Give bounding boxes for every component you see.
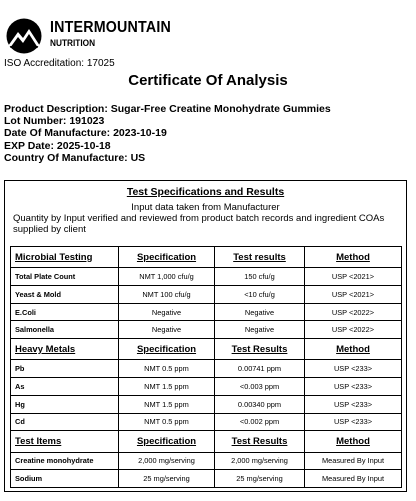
company-title: INTERMOUNTAIN (50, 19, 171, 36)
table-row (11, 470, 402, 488)
method: USP <2021> (305, 285, 402, 303)
section-header-microbial (11, 247, 402, 268)
method: USP <2022> (305, 303, 402, 321)
page-title: Certificate Of Analysis (128, 72, 288, 89)
method: USP <2021> (305, 268, 402, 286)
test-name: Salmonella (11, 321, 119, 339)
section-header-test-items (11, 431, 402, 452)
results-table (10, 246, 402, 488)
header-cell: Method (305, 247, 402, 268)
specification: NMT 0.5 ppm (119, 413, 215, 431)
section-header-heavy-metals (11, 339, 402, 360)
country-of-manufacture: Country Of Manufacture: US (4, 151, 146, 164)
method: USP <2022> (305, 321, 402, 339)
method: USP <233> (305, 395, 402, 413)
test-name: Yeast & Mold (11, 285, 119, 303)
method: Measured By Input (305, 452, 402, 470)
table-row (11, 452, 402, 470)
test-name: Creatine monohydrate (11, 452, 119, 470)
specs-note-verification: Quantity by Input verified and reviewed from product batch records and ingredient COAs supplied by client (13, 213, 385, 235)
specification: 25 mg/serving (119, 470, 215, 488)
specification: NMT 1.5 ppm (119, 395, 215, 413)
specification: NMT 1.5 ppm (119, 378, 215, 396)
header-cell: Test Results (215, 339, 305, 360)
table-row (11, 360, 402, 378)
method: USP <233> (305, 413, 402, 431)
table-row (11, 378, 402, 396)
specification: NMT 100 cfu/g (119, 285, 215, 303)
company-name (50, 20, 181, 48)
method: USP <233> (305, 378, 402, 396)
product-description: Product Description: Sugar-Free Creatine Monohydrate Gummies (4, 103, 331, 115)
lot-number: Lot Number: 191023 (4, 115, 105, 128)
product-info (4, 103, 331, 164)
test-result: Negative (215, 321, 305, 339)
header-cell: Method (305, 431, 402, 452)
table-row (11, 395, 402, 413)
table-row (11, 303, 402, 321)
header-cell: Method (305, 339, 402, 360)
test-result: 0.00741 ppm (215, 360, 305, 378)
test-result: <10 cfu/g (215, 285, 305, 303)
header-cell: Test results (215, 247, 305, 268)
table-row (11, 413, 402, 431)
specification: 2,000 mg/serving (119, 452, 215, 470)
header-cell: Microbial Testing (11, 247, 119, 268)
test-name: E.Coli (11, 303, 119, 321)
test-result: 25 mg/serving (215, 470, 305, 488)
header-cell: Specification (119, 339, 215, 360)
specs-note-source: Input data taken from Manufacturer (131, 202, 280, 213)
manufacture-date: Date Of Manufacture: 2023-10-19 (4, 127, 167, 140)
table-row (11, 285, 402, 303)
header-cell: Test Results (215, 431, 305, 452)
specification: Negative (119, 321, 215, 339)
test-result: 150 cfu/g (215, 268, 305, 286)
specification: NMT 1,000 cfu/g (119, 268, 215, 286)
header-cell: Heavy Metals (11, 339, 119, 360)
specs-title: Test Specifications and Results (126, 186, 285, 198)
method: Measured By Input (305, 470, 402, 488)
test-result: 2,000 mg/serving (215, 452, 305, 470)
table-row (11, 268, 402, 286)
iso-accreditation: ISO Accreditation: 17025 (4, 58, 115, 69)
test-result: <0.003 ppm (215, 378, 305, 396)
table-row (11, 321, 402, 339)
specification: Negative (119, 303, 215, 321)
specification: NMT 0.5 ppm (119, 360, 215, 378)
test-name: Sodium (11, 470, 119, 488)
intermountain-logo-icon (6, 18, 42, 54)
test-result: Negative (215, 303, 305, 321)
test-name: Hg (11, 395, 119, 413)
test-name: Cd (11, 413, 119, 431)
header-cell: Specification (119, 431, 215, 452)
test-result: <0.002 ppm (215, 413, 305, 431)
header-cell: Test Items (11, 431, 119, 452)
test-specifications-box (4, 180, 407, 492)
test-name: As (11, 378, 119, 396)
test-name: Pb (11, 360, 119, 378)
header-cell: Specification (119, 247, 215, 268)
expiry-date: EXP Date: 2025-10-18 (4, 139, 111, 152)
test-name: Total Plate Count (11, 268, 119, 286)
company-subtitle: NUTRITION (50, 37, 96, 48)
method: USP <233> (305, 360, 402, 378)
test-result: 0.00340 ppm (215, 395, 305, 413)
